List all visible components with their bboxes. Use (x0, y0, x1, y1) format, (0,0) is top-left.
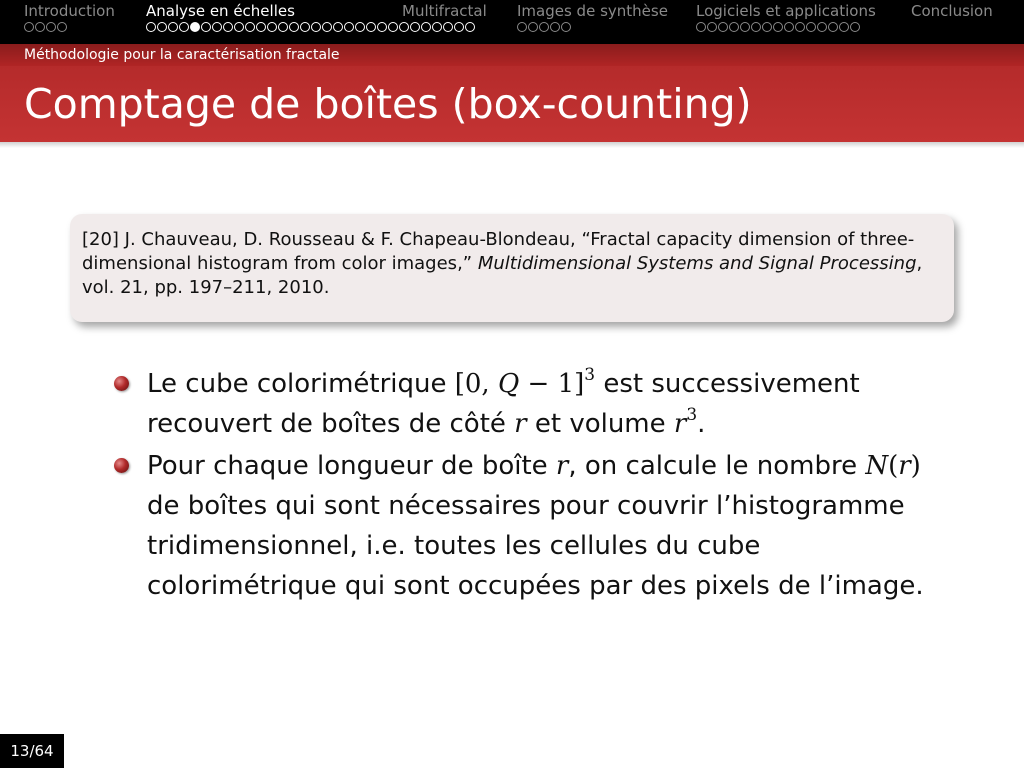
math-variable-r: r (673, 409, 687, 439)
nav-frame-dot[interactable] (465, 22, 475, 32)
nav-frame-dot[interactable] (212, 22, 222, 32)
math-paren: ) (910, 451, 921, 481)
nav-frame-dot[interactable] (57, 22, 67, 32)
nav-section-logiciels-et-applications[interactable] (696, 2, 876, 20)
bullet-ball-icon (114, 458, 129, 473)
nav-frame-dot[interactable] (377, 22, 387, 32)
nav-frame-dot[interactable] (267, 22, 277, 32)
nav-frame-dot[interactable] (344, 22, 354, 32)
nav-frame-dot[interactable] (388, 22, 398, 32)
subsection-title: Méthodologie pour la caractérisation fractale (24, 47, 340, 63)
reference-journal: Multidimensional Systems and Signal Processing (477, 253, 917, 274)
bullet-text: Pour chaque longueur de boîte (147, 451, 556, 481)
nav-frame-dot[interactable] (300, 22, 310, 32)
bullet-text: est successivement recouvert de boîtes de côté (147, 369, 860, 439)
math-paren: ( (888, 451, 899, 481)
nav-frame-dot[interactable] (179, 22, 189, 32)
nav-frame-dot[interactable] (839, 22, 849, 32)
bullet-text: de boîtes qui sont nécessaires pour couvrir l’histogramme tridimensionnel, i.e. toutes les cellules du cube colorimétrique qui sont occupées par des pixels de l’image. (147, 491, 924, 601)
nav-frame-dot[interactable] (399, 22, 409, 32)
nav-frame-dot[interactable] (696, 22, 706, 32)
nav-dots-logiciels-et-applications (696, 22, 861, 32)
nav-frame-dot[interactable] (201, 22, 211, 32)
nav-section-introduction[interactable] (24, 2, 115, 20)
nav-frame-dot[interactable] (432, 22, 442, 32)
subsection-bar (0, 44, 1024, 66)
bullet-list (110, 364, 930, 608)
nav-frame-dot[interactable] (245, 22, 255, 32)
section-navigation-bar (0, 0, 1024, 44)
nav-dots-introduction (24, 22, 68, 32)
nav-frame-dot[interactable] (454, 22, 464, 32)
nav-frame-dot[interactable] (729, 22, 739, 32)
nav-section-images-de-synthese[interactable] (517, 2, 668, 20)
nav-dots-images-de-synthese (517, 22, 572, 32)
nav-frame-dot[interactable] (773, 22, 783, 32)
nav-frame-dot[interactable] (806, 22, 816, 32)
page-number: 13/64 (0, 734, 64, 768)
math-exponent: 3 (584, 365, 596, 385)
math-interval-close: − 1] (519, 369, 585, 399)
math-variable-r: r (555, 451, 569, 481)
bullet-ball-icon (114, 376, 129, 391)
bullet-item-nombre-de-boites (110, 446, 930, 606)
nav-section-label: Analyse en échelles (146, 2, 295, 20)
bullet-text: , on calcule le nombre (568, 451, 866, 481)
nav-section-multifractal[interactable] (402, 2, 487, 20)
nav-frame-dot[interactable] (333, 22, 343, 32)
nav-dots-analyse-en-echelles (146, 22, 476, 32)
nav-frame-dot[interactable] (517, 22, 527, 32)
reference-text: [20] J. Chauveau, D. Rousseau & F. Chapeau-Blondeau, “Fractal capacity dimension of three-dimensional histogram from color images,” (82, 229, 915, 274)
bullet-text: . (697, 409, 706, 439)
nav-section-label: Multifractal (402, 2, 487, 20)
frame-title: Comptage de boîtes (box-counting) (24, 80, 752, 128)
nav-frame-dot[interactable] (311, 22, 321, 32)
nav-frame-dot[interactable] (539, 22, 549, 32)
nav-frame-dot[interactable] (550, 22, 560, 32)
nav-frame-dot[interactable] (751, 22, 761, 32)
nav-frame-dot[interactable] (850, 22, 860, 32)
nav-frame-dot[interactable] (795, 22, 805, 32)
nav-section-label: Introduction (24, 2, 115, 20)
nav-frame-dot[interactable] (190, 22, 200, 32)
nav-frame-dot[interactable] (289, 22, 299, 32)
nav-frame-dot[interactable] (528, 22, 538, 32)
nav-section-label: Conclusion (911, 2, 993, 20)
math-variable-q: Q (497, 369, 520, 399)
math-variable-n: N (865, 451, 889, 481)
reference-details: , vol. 21, pp. 197–211, 2010. (82, 253, 923, 298)
nav-section-analyse-en-echelles[interactable] (146, 2, 295, 20)
nav-frame-dot[interactable] (322, 22, 332, 32)
nav-frame-dot[interactable] (157, 22, 167, 32)
nav-frame-dot[interactable] (366, 22, 376, 32)
nav-section-label: Images de synthèse (517, 2, 668, 20)
nav-frame-dot[interactable] (762, 22, 772, 32)
nav-frame-dot[interactable] (718, 22, 728, 32)
nav-frame-dot[interactable] (817, 22, 827, 32)
math-interval-open: [0, (454, 369, 498, 399)
nav-frame-dot[interactable] (35, 22, 45, 32)
nav-frame-dot[interactable] (46, 22, 56, 32)
nav-frame-dot[interactable] (707, 22, 717, 32)
nav-frame-dot[interactable] (168, 22, 178, 32)
nav-frame-dot[interactable] (421, 22, 431, 32)
frame-title-bar (0, 66, 1024, 142)
math-variable-r: r (514, 409, 527, 439)
nav-frame-dot[interactable] (443, 22, 453, 32)
nav-frame-dot[interactable] (256, 22, 266, 32)
nav-frame-dot[interactable] (355, 22, 365, 32)
nav-frame-dot[interactable] (784, 22, 794, 32)
nav-frame-dot[interactable] (223, 22, 233, 32)
bullet-text: et volume (526, 409, 674, 439)
reference-block (70, 214, 954, 322)
math-variable-r: r (898, 451, 911, 481)
nav-frame-dot[interactable] (410, 22, 420, 32)
bullet-text: Le cube colorimétrique (147, 369, 455, 399)
nav-frame-dot[interactable] (146, 22, 156, 32)
nav-frame-dot[interactable] (740, 22, 750, 32)
nav-section-label: Logiciels et applications (696, 2, 876, 20)
nav-frame-dot[interactable] (828, 22, 838, 32)
title-shadow (0, 142, 1024, 148)
nav-frame-dot[interactable] (24, 22, 34, 32)
nav-frame-dot[interactable] (278, 22, 288, 32)
bullet-item-cube (110, 364, 930, 444)
nav-section-conclusion[interactable] (911, 2, 993, 20)
math-exponent: 3 (686, 405, 698, 425)
nav-frame-dot[interactable] (561, 22, 571, 32)
nav-frame-dot[interactable] (234, 22, 244, 32)
